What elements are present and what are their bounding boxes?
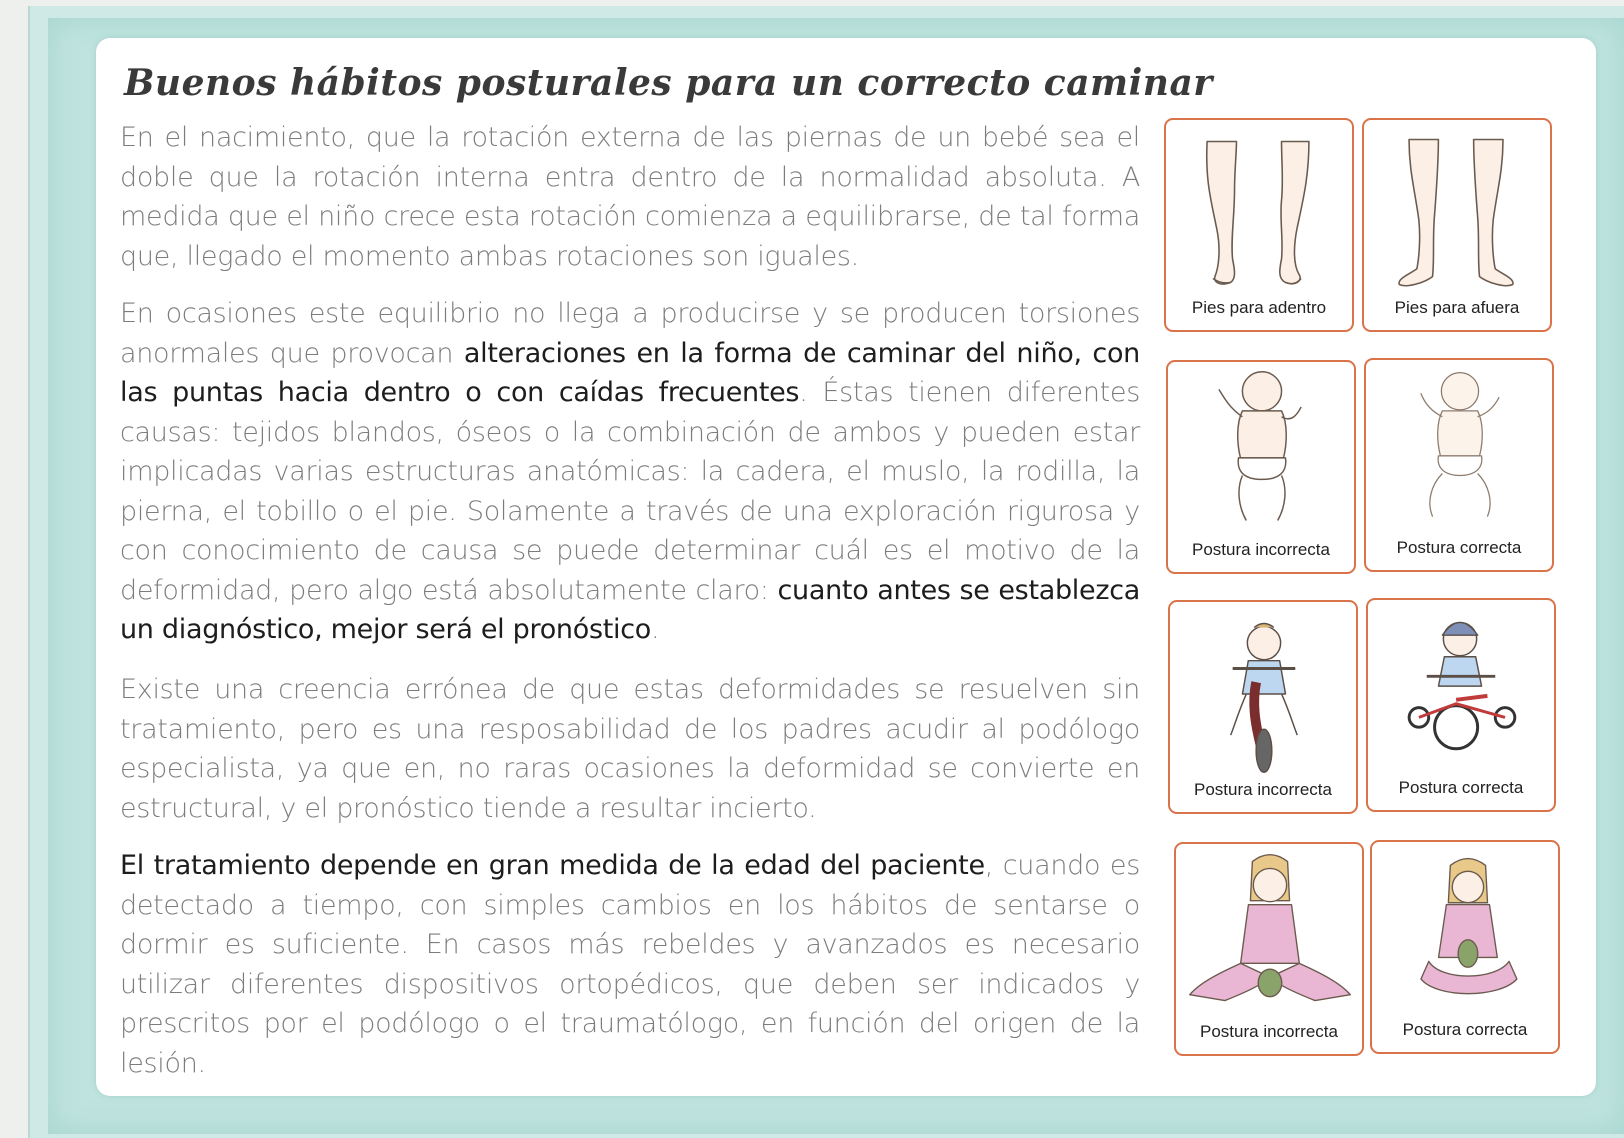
card-tricycle-correct <box>1366 598 1556 812</box>
paragraph-torsions <box>120 294 1140 650</box>
card-baby-incorrect <box>1166 360 1356 574</box>
card-caption: Postura incorrecta <box>1192 540 1330 559</box>
posture-card-grid <box>1164 118 1564 1068</box>
child-tricycle-correct-icon <box>1368 600 1554 780</box>
legs-toes-out-icon <box>1364 120 1550 300</box>
baby-incorrect-icon <box>1168 362 1354 542</box>
card-caption: Pies para adentro <box>1191 298 1327 317</box>
paragraph-text: . <box>650 614 660 645</box>
page-title: Buenos hábitos posturales para un correcto caminar <box>124 62 1213 104</box>
card-toes-out <box>1362 118 1552 332</box>
girl-cross-legged-correct-icon <box>1372 842 1558 1022</box>
card-baby-correct <box>1364 358 1554 572</box>
emphasis-text: El tratamiento depende en gran medida de la edad del paciente <box>120 850 985 881</box>
card-caption: Postura incorrecta <box>1194 780 1332 799</box>
card-sitting-incorrect <box>1174 842 1364 1056</box>
baby-correct-icon <box>1366 360 1552 540</box>
paragraph-rotation: En el nacimiento, que la rotación externa de las piernas de un bebé sea el doble que la rotación interna entra dentro de la normalidad absoluta. A medida que el niño crece esta rotación comienza a equilibrarse, de tal forma que, llegado el momento ambas rotaciones son iguales. <box>120 122 1140 272</box>
card-caption: Postura incorrecta <box>1200 1022 1338 1041</box>
card-toes-in <box>1164 118 1354 332</box>
paragraph-belief: Existe una creencia errónea de que estas deformidades se resuelven sin tratamiento, pero es una resposabilidad de los padres acudir al podólogo especialista, ya que en, no raras ocasiones la deformidad se convierte en estructural, y el pronóstico tiende a resultar incierto. <box>120 674 1140 824</box>
child-bike-incorrect-icon <box>1170 602 1356 782</box>
paragraph-text: , cuando es detectado a tiempo, con simples cambios en los hábitos de sentarse o dormir es suficiente. En casos más rebeldes y avanzados es necesario utilizar diferentes dispositivos ortopédicos, que deben ser indicados y prescritos por el podólogo o el traumatólogo, en función del origen de la lesión. <box>120 850 1140 1079</box>
paragraph-treatment <box>120 846 1140 1083</box>
card-caption: Postura correcta <box>1396 538 1522 557</box>
girl-w-sitting-incorrect-icon <box>1176 844 1362 1024</box>
paragraph-text: En ocasiones este equilibrio no llega a producirse y se producen torsiones anormales que provocan <box>120 298 1140 369</box>
emphasis-text: cuanto antes se establezca un diagnóstico, mejor será el pronóstico <box>120 574 1140 645</box>
card-sitting-correct <box>1370 840 1560 1054</box>
paragraph-text: . Éstas tienen diferentes causas: tejidos blandos, óseos o la combinación de ambos y pueden estar implicadas varias estructuras anatómicas: la cadera, el muslo, la rodilla, la pierna, el tobillo o el pie. Solamente a través de una exploración rigurosa y con conocimiento de causa se puede determinar cuál es el motivo de la deformidad, pero algo está absolutamente claro: <box>120 377 1140 606</box>
emphasis-text: alteraciones en la forma de caminar del niño, con las puntas hacia dentro o con caídas frecuentes <box>120 337 1140 408</box>
card-caption: Postura correcta <box>1398 778 1524 797</box>
legs-toes-in-icon <box>1166 120 1352 300</box>
card-caption: Pies para afuera <box>1394 298 1520 317</box>
card-caption: Postura correcta <box>1402 1020 1528 1039</box>
card-bike-incorrect <box>1168 600 1358 814</box>
